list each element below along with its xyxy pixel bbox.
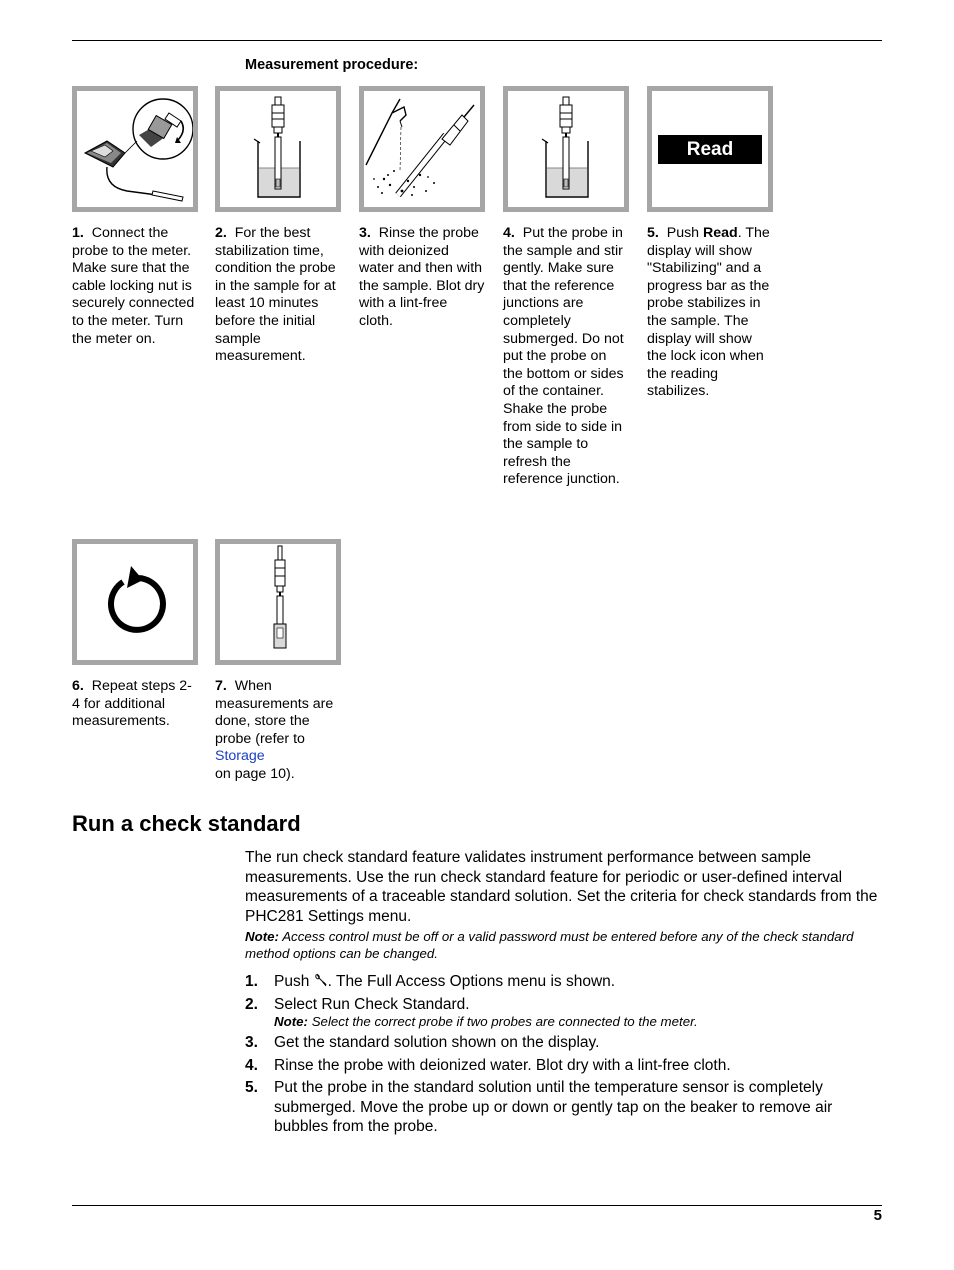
read-key-illustration <box>647 86 773 212</box>
rinse-probe-illustration <box>359 86 485 212</box>
read-key: Read <box>658 135 762 164</box>
section-heading: Run a check standard <box>72 811 301 836</box>
procedure-step-2: 2. Select Run Check Standard. Note: Select the correct probe if two probes are connected to the meter. <box>245 995 880 1031</box>
step-5 <box>647 86 779 401</box>
wrench-icon <box>314 973 328 987</box>
procedure-step-1: 1. Push . The Full Access Options menu is shown. <box>245 973 616 990</box>
procedure-step-3: 3. Get the standard solution shown on the display. <box>245 1034 600 1051</box>
step-6-text: 6. Repeat steps 2-4 for additional measurements. <box>72 678 192 730</box>
step-4-text: 4. Put the probe in the sample and stir gently. Make sure that the reference junctions are completely submerged. Do not put the probe on the bottom or sides of the container. Shake the probe from side to side in the sample to refresh the reference junction. <box>503 225 624 488</box>
store-probe-illustration <box>215 539 341 665</box>
procedure-step-5: 5. Put the probe in the standard solution until the temperature sensor is completely submerged. Move the probe up or down or gently tap on the beaker to remove air bubbles from the probe. <box>245 1079 833 1135</box>
step-7-text: 7. When measurements are done, store the probe (refer to Storage on page 10). <box>215 678 334 782</box>
storage-link[interactable]: Storage <box>215 748 265 765</box>
step-2-text: 2. For the best stabilization time, condition the probe in the sample for at least 10 minutes before the initial sample measurement. <box>215 225 336 365</box>
meter-connect-illustration <box>72 86 198 212</box>
probe-in-beaker-illustration <box>215 86 341 212</box>
step-1 <box>72 86 204 348</box>
procedure-list <box>245 972 880 1140</box>
step-4 <box>503 86 635 489</box>
step-7 <box>215 539 347 784</box>
step-6 <box>72 539 204 731</box>
repeat-illustration <box>72 539 198 665</box>
procedure-step-4: 4. Rinse the probe with deionized water. Blot dry with a lint-free cloth. <box>245 1056 731 1074</box>
page-number: 5 <box>873 1207 882 1224</box>
procedure-step-2-note: Note: Select the correct probe if two probes are connected to the meter. <box>274 1014 698 1029</box>
intro-paragraph: The run check standard feature validates instrument performance between sample measurements. Use the run check standard feature for periodic or user-defined interval measurements of a traceable standard solution. Set the criteria for check standards from the PHC281 Settings menu. <box>245 849 878 925</box>
step-1-text: 1. Connect the probe to the meter. Make sure that the cable locking nut is securely connected to the meter. Turn the meter on. <box>72 225 195 347</box>
repeat-icon <box>77 544 193 660</box>
note: Note: Access control must be off or a valid password must be entered before any of the check standard method options can be changed. <box>245 929 854 961</box>
step-5-text: 5. Push Read. The display will show "Stabilizing" and a progress bar as the probe stabilizes in the sample. The display will show the lock icon when the reading stabilizes. <box>647 225 770 400</box>
section-title: Measurement procedure: <box>245 57 419 73</box>
step-3-text: 3. Rinse the probe with deionized water and then with the sample. Blot dry with a lint-free cloth. <box>359 225 485 329</box>
probe-in-sample-illustration <box>503 86 629 212</box>
step-2 <box>215 86 347 366</box>
bottom-rule <box>72 1205 882 1206</box>
step-3 <box>359 86 491 331</box>
top-rule <box>72 40 882 41</box>
